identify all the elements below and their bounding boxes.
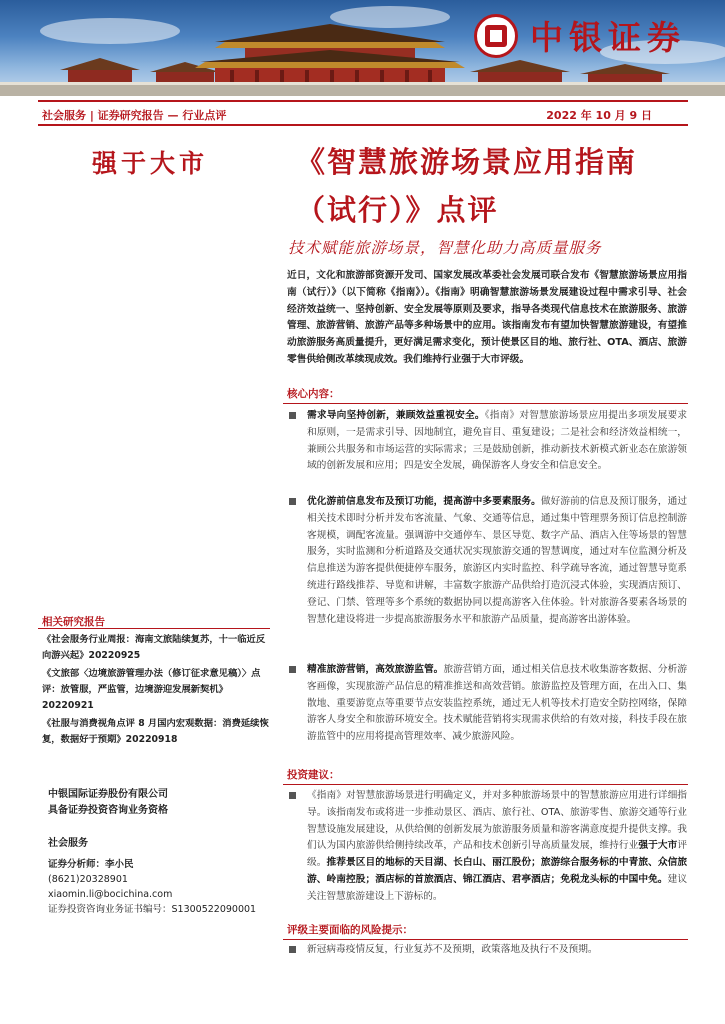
intro-paragraph: 近日，文化和旅游部资源开发司、国家发展改革委社会发展司联合发布《智慧旅游场景应用指南（试行）》（以下简称《指南》）。《指南》明确智慧旅游场景发展建设过程中需求引导、社会经济效益统一、坚持创新、安全发展等原则及要求，指导各类现代信息技术在旅游服务、旅游管理、旅游营销、旅游产品等多种场景中的应用。该指南发布有望加快智慧旅游建设，有望推动旅游服务高质量提升，更好满足需求变化，预计使景区目的地、旅行社、OTA、酒店、旅游零售供给侧改革续现成效。我们维持行业强于大市评级。 [287, 270, 687, 365]
core-item [287, 662, 687, 746]
core-item-text: 旅游营销方面，通过相关信息技术收集游客数据、分析游客画像，实现旅游产品信息的精准推送和高效营销。旅游监控及管理方面，在出入口、集散地、重要游览点等重要节点安装监控系统，通过无人机等技术打造安全防控网络，保障游客人身安全和旅游环境安全。技术赋能营销将实现需求供给的有效对接，科技手段在旅游监管中的应用将提高管理效率、减少旅游风险。 [307, 664, 688, 743]
report-subtitle: 技术赋能旅游场景，智慧化助力高质量服务 [288, 239, 602, 257]
analyst-license: 证券投资咨询业务证书编号：S1300522090001 [48, 904, 257, 915]
core-item-bold: 优化游前信息发布及预订功能，提高游中多要素服务。 [307, 496, 541, 507]
analyst-info [48, 857, 256, 917]
core-item [287, 408, 687, 475]
core-item-text: 做好游前的信息及预订服务，通过相关技术即时分析并发布客流量、气象、交通等信息，通过集中管理票务预订信息控制游客规模，调配客流量。强调游中交通停车、景区导览、数字产品、酒店入住等场景的智慧服务，实时监测和分析道路及交通状况实现旅游交通的智慧调度，通过对车位监测分析及信息推送为游客提供便捷停车服务，旅游区内实时监控、科学疏导客流，通过智慧导览系统进行路线推荐、导览和讲解，丰富数字旅游产品供给打造沉浸式体验，实现酒店预订、登记、门禁、管理等多个系统的数据协同以提高游客入住体验。针对旅游各要素各场景的智慧化建设将进一步提高旅游服务水平和旅游产品质量，提高游客出游体验。 [307, 496, 688, 625]
header-banner [0, 0, 725, 96]
report-date: 2022 年 10 月 9 日 [546, 109, 652, 122]
report-category: 社会服务 | 证券研究报告 — 行业点评 [42, 109, 227, 122]
risk-divider [283, 939, 688, 940]
bullet-square-icon [289, 792, 296, 799]
core-heading: 核心内容： [287, 388, 340, 400]
bullet-square-icon [289, 946, 296, 953]
brand-name: 中银证券 [530, 18, 686, 57]
analyst-label: 证券分析师： [48, 859, 106, 870]
invest-heading: 投资建议： [287, 769, 340, 781]
invest-text-b: 评级。 [307, 840, 688, 869]
analyst-name: 李小民 [105, 859, 134, 870]
analyst-email[interactable]: xiaomin.li@bocichina.com [48, 889, 173, 900]
title-line-2: （试行）》点评 [296, 193, 499, 227]
sector-label: 社会服务 [48, 838, 88, 849]
boc-securities-logo [474, 12, 686, 59]
related-reports-heading: 相关研究报告 [42, 616, 105, 628]
bullet-square-icon [289, 412, 296, 419]
bullet-square-icon [289, 498, 296, 505]
risk-heading: 评级主要面临的风险提示： [287, 924, 413, 936]
core-divider [283, 403, 688, 404]
invest-text-d: 建议关注智慧旅游建设上下游标的。 [307, 873, 688, 902]
invest-text-a: 《指南》对智慧旅游场景进行明确定义，并对多种旅游场景中的智慧旅游应用进行详细指导。该指南发布或将进一步推动景区、酒店、旅行社、OTA、旅游零售、旅游交通等行业智慧设施发展建设，从供给侧的创新发展为旅游服务质量和游客满意度提升提供支撑。我们认为国内旅游供给侧持续改革，产品和技术创新引导高质量发展，维持行业 [307, 790, 687, 852]
company-info [48, 787, 168, 819]
bullet-square-icon [289, 666, 296, 673]
core-item-text: 《指南》对智慧旅游场景应用提出多项发展要求和原则，一是需求引导、因地制宜，避免盲目、重复建设；二是社会和经济效益相统一，兼顾公共服务和市场运营的实际需求；三是鼓励创新，推动新技术新模式新业态在旅游领域的创新发展和应用；四是安全发展，确保游客人身安全和信息安全。 [307, 410, 688, 472]
invest-item [287, 788, 687, 906]
risk-text: 新冠病毒疫情反复，行业复苏不及预期，政策落地及执行不及预期。 [307, 944, 598, 955]
company-license: 具备证券投资咨询业务资格 [48, 805, 168, 816]
boc-logo-icon [474, 14, 518, 58]
report-title [296, 138, 696, 234]
related-report-link[interactable]: 《社会服务行业周报：海南文旅陆续复苏，十一临近反向游兴起》20220925 [42, 634, 266, 661]
report-header-strip [38, 100, 688, 126]
sidebar-divider [38, 628, 270, 629]
core-item-bold: 需求导向坚持创新，兼顾效益重视安全。 [307, 410, 485, 421]
invest-rating-word: 强于大市 [638, 840, 678, 852]
analyst-phone: (8621)20328901 [48, 874, 128, 885]
invest-divider [283, 784, 688, 785]
core-item-bold: 精准旅游营销，高效旅游监管。 [307, 664, 444, 675]
core-item [287, 494, 687, 628]
risk-item [287, 942, 687, 959]
company-name: 中银国际证券股份有限公司 [48, 789, 168, 800]
title-line-1: 《智慧旅游场景应用指南 [296, 145, 638, 179]
related-reports-list [42, 632, 270, 750]
invest-recommendations: 推荐景区目的地标的天目湖、长白山、丽江股份；旅游综合服务标的中青旅、众信旅游、岭南控股；酒店标的首旅酒店、锦江酒店、君亭酒店；免税龙头标的中国中免。 [307, 857, 688, 885]
related-report-link[interactable]: 《社服与消费视角点评 8 月国内宏观数据：消费延续恢复，数据好于预期》20220918 [42, 718, 269, 745]
industry-rating: 强于大市 [92, 149, 209, 178]
related-report-link[interactable]: 《文旅部〈边境旅游管理办法（修订征求意见稿）〉点评：放管服，严监管，边境游迎发展新契机》20220921 [42, 668, 261, 711]
